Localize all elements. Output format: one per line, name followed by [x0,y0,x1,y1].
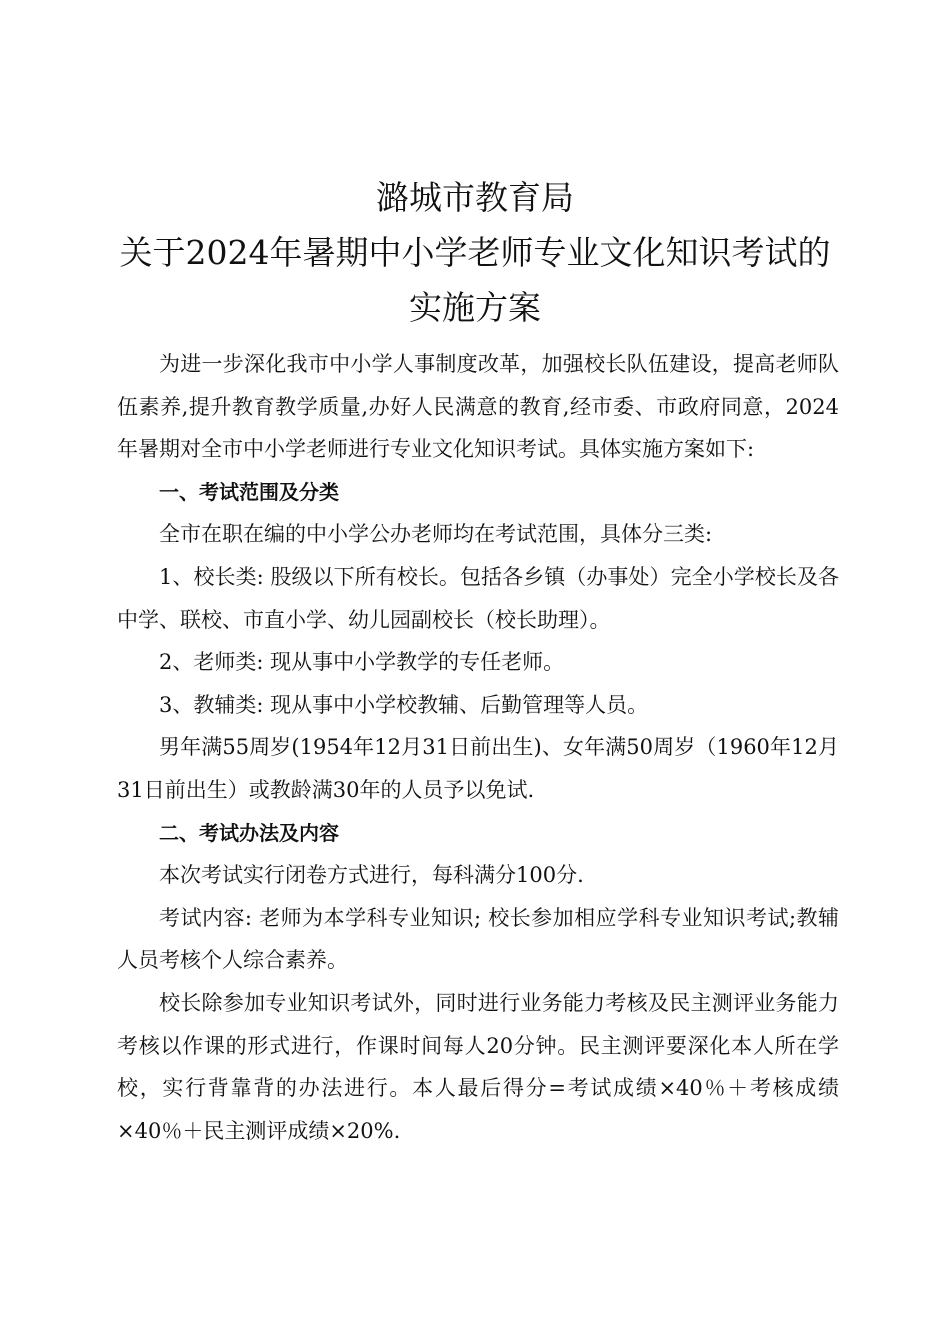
intro-paragraph: 为进一步深化我市中小学人事制度改革，加强校长队伍建设，提高老师队伍素养,提升教育教学质量,办好人民满意的教育,经市委、市政府同意，2024年暑期对全市中小学老师进行专业文化知识考试。具体实施方案如下: [117,352,839,462]
section-heading-scope: 一、考试范围及分类 [159,479,339,504]
section1-paragraph: 全市在职在编的中小学公办老师均在考试范围，具体分三类: [159,522,713,547]
section2-paragraph: 考试内容: 老师为本学科专业知识; 校长参加相应学科专业知识考试;教辅人员考核个人综合素养。 [117,905,839,973]
title-line-plan: 实施方案 [409,288,541,327]
section1-paragraph: 3、教辅类: 现从事中小学校教辅、后勤管理等人员。 [159,692,649,717]
section-heading-method: 二、考试办法及内容 [159,820,339,845]
document-title [0,170,950,335]
section1-paragraph: 男年满55周岁(1954年12月31日前出生)、女年满50周岁（1960年12月31日前出生）或教龄满30年的人员予以免试. [117,735,839,802]
title-line-issuer: 潞城市教育局 [376,178,574,217]
section1-paragraph: 1、校长类: 股级以下所有校长。包括各乡镇（办事处）完全小学校长及各中学、联校、市直小学、幼儿园副校长（校长助理）。 [117,564,839,632]
document-body [117,343,839,1152]
title-line-subject: 关于2024年暑期中小学老师专业文化知识考试的 [119,233,831,272]
section2-paragraph: 校长除参加专业知识考试外，同时进行业务能力考核及民主测评业务能力考核以作课的形式进行，作课时间每人20分钟。民主测评要深化本人所在学校，实行背靠背的办法进行。本人最后得分=考试成绩×40％＋考核成绩×40％＋民主测评成绩×20%. [117,990,839,1143]
section2-paragraph: 本次考试实行闭卷方式进行，每科满分100分. [159,863,584,888]
section1-paragraph: 2、老师类: 现从事中小学教学的专任老师。 [159,650,565,675]
